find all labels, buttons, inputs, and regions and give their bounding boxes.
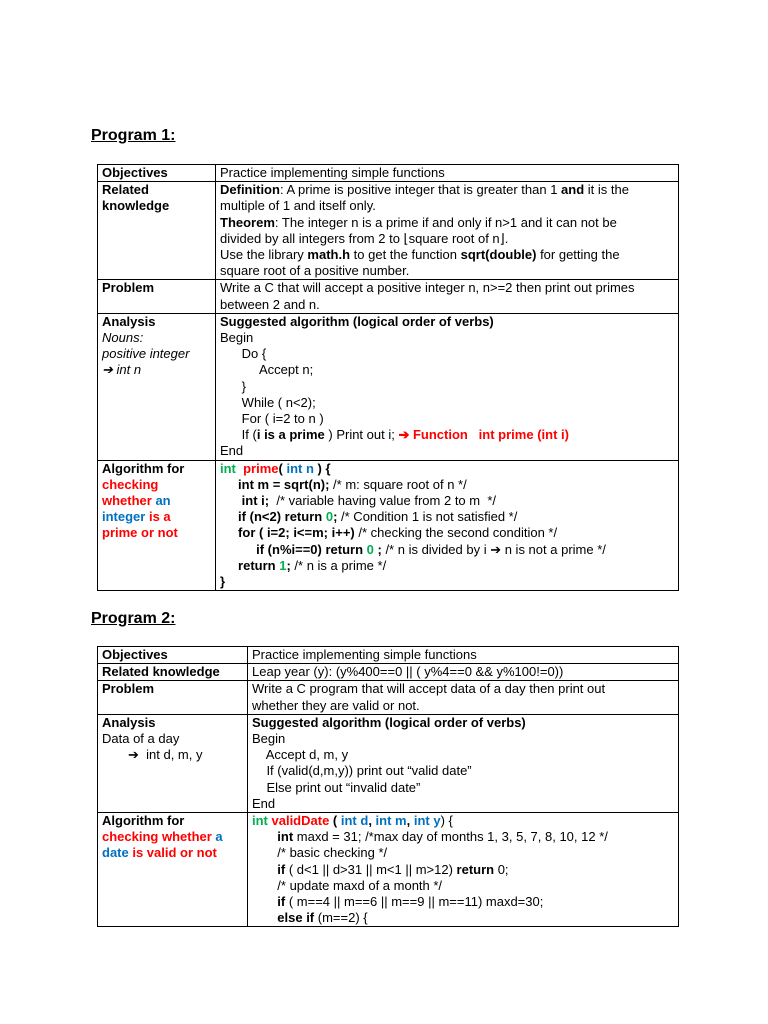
- p1-theorem-line2: divided by all integers from 2 to ⌊square root of n⌋.: [220, 230, 509, 246]
- p1-code-l6a: if (n%i==0) return: [220, 541, 367, 557]
- p1-library-a: Use the library: [220, 247, 308, 263]
- p1-code-line5: [220, 525, 674, 541]
- p2-problem-line2: whether they are valid or not.: [252, 697, 420, 713]
- p1-code-l2a: int m = sqrt(n);: [220, 476, 330, 492]
- program1-title: Program 1:: [91, 127, 176, 144]
- p1-algfor-whether: whether: [102, 493, 152, 509]
- p1-library-line2: square root of a positive number.: [220, 263, 410, 279]
- p1-algfor-checking: checking: [102, 476, 159, 492]
- p1-code-l5a: for ( i=2; i<=m; i++): [220, 525, 355, 541]
- p2-code-inty: int y: [413, 813, 441, 829]
- p1-problem-line2: between 2 and n.: [220, 296, 320, 312]
- p2-code-int: int: [252, 813, 268, 829]
- p2-algorithm-label: [98, 813, 248, 927]
- p1-code-line1: [220, 461, 674, 477]
- p1-analysis-intn-text: int n: [112, 362, 142, 378]
- p1-code-l6b: /* n is divided by i ➔ n is not a prime */: [381, 541, 606, 557]
- p1-code-end1: ) {: [313, 460, 331, 476]
- p1-alg-accept: Accept n;: [220, 362, 314, 378]
- p1-code-l5b: /* checking the second condition */: [354, 525, 558, 541]
- p1-algfor-integer-line: [102, 509, 211, 525]
- p1-algfor-whether-line: [102, 493, 211, 509]
- p1-problem-label: Problem: [98, 280, 216, 313]
- p1-objectives-label: Objectives: [98, 165, 216, 182]
- p1-algfor-label: Algorithm for: [102, 460, 185, 476]
- p2-code-l2b: maxd = 31; /*max day of months 1, 3, 5, 7, 8, 10, 12 */: [293, 829, 608, 845]
- p1-definition-line2: multiple of 1 and itself only.: [220, 198, 376, 214]
- p2-objectives-label: Objectives: [98, 647, 248, 664]
- p2-algorithm-code: [248, 813, 679, 927]
- p1-code-line6: [220, 542, 674, 558]
- p2-analysis-int: [102, 747, 243, 763]
- p2-alg-accept: Accept d, m, y: [252, 747, 349, 763]
- p2-analysis-data: Data of a day: [102, 731, 180, 747]
- p2-code-valid: validDate: [267, 813, 330, 829]
- p2-algfor-date-line: [102, 845, 243, 861]
- p2-analysis-label: [98, 714, 248, 812]
- p1-code-l3b: /* variable having value from 2 to m */: [269, 493, 496, 509]
- p2-related-value: Leap year (y): (y%400==0 || ( y%4==0 && y%100!=0)): [248, 664, 679, 681]
- p2-algfor-valid: is valid or not: [128, 845, 217, 861]
- p2-code-l2a: int: [252, 829, 294, 845]
- p2-code-l6b: ( m==4 || m==6 || m==9 || m==11) maxd=30;: [285, 894, 544, 910]
- p2-alg-else: Else print out “invalid date”: [252, 779, 421, 795]
- p1-alg-end: End: [220, 443, 244, 459]
- p1-related-label-line2: knowledge: [102, 198, 170, 214]
- p2-code-intm: int m: [375, 813, 407, 829]
- p2-analysis-int-text: int d, m, y: [138, 747, 203, 763]
- p1-code-int: int: [220, 460, 236, 476]
- p1-algorithm-label: [98, 460, 216, 591]
- p1-code-l4a: if (n<2) return: [220, 509, 326, 525]
- p1-algorithm-row: [98, 460, 679, 591]
- p1-definition-text-a: : A prime is positive integer that is greater than 1: [279, 182, 562, 198]
- p1-analysis-row: [98, 313, 679, 460]
- p1-code-l6s: ;: [373, 541, 382, 557]
- p2-code-c2: ,: [406, 813, 414, 829]
- p1-algfor-isa: is a: [145, 509, 171, 525]
- p2-code-line1: [252, 813, 674, 829]
- p2-problem-row: [98, 681, 679, 714]
- arrow-right-icon: ➔: [102, 362, 113, 378]
- p1-analysis-label: [98, 313, 216, 460]
- p1-library-b: to get the function: [350, 247, 461, 263]
- p2-code-line2: [252, 829, 674, 845]
- p1-theorem: [220, 215, 674, 231]
- p1-code-l7g: 1: [279, 557, 287, 573]
- p1-analysis-nouns: Nouns:: [102, 330, 144, 346]
- p1-algorithm-code: [216, 460, 679, 591]
- p1-library-c: for getting the: [536, 247, 620, 263]
- p2-alg-if: If (valid(d,m,y)) print out “valid date”: [252, 763, 472, 779]
- p1-alg-begin: Begin: [220, 330, 254, 346]
- p1-algfor-integer: integer: [102, 509, 146, 525]
- p1-code-l4b: /* Condition 1 is not satisfied */: [337, 509, 518, 525]
- p1-code-l6g: 0: [366, 541, 374, 557]
- program2-table: [97, 646, 679, 927]
- p2-algfor-label: Algorithm for: [102, 813, 185, 829]
- p1-code-l7s: ;: [286, 557, 291, 573]
- p2-code-l4a: if: [252, 861, 286, 877]
- p2-code-l4d: 0;: [494, 861, 509, 877]
- p2-code-line5: /* update maxd of a month */: [252, 877, 443, 893]
- p1-analysis-intn: [102, 362, 211, 378]
- p2-code-l7b: (m==2) {: [314, 910, 368, 926]
- p2-analysis-title: Analysis: [102, 714, 156, 730]
- p1-code-l2b: /* m: square root of n */: [329, 476, 467, 492]
- p2-alg-begin: Begin: [252, 731, 286, 747]
- p1-algfor-prime: prime or not: [102, 525, 178, 541]
- p1-objectives-row: [98, 165, 679, 182]
- p2-objectives-value: Practice implementing simple functions: [248, 647, 679, 664]
- p2-related-row: [98, 664, 679, 681]
- p1-related-label: [98, 182, 216, 280]
- p1-related-label-line1: Related: [102, 182, 149, 198]
- p1-code-l4s: ;: [333, 509, 338, 525]
- p2-analysis-value: [248, 714, 679, 812]
- p1-definition-and: and: [561, 182, 585, 198]
- p2-algorithm-row: [98, 813, 679, 927]
- p2-problem-value: [248, 681, 679, 714]
- p2-algfor-checking-line: [102, 829, 243, 845]
- p2-algfor-checking: checking whether: [102, 829, 212, 845]
- p1-code-intn: int n: [286, 460, 314, 476]
- p1-alg-if-bold: i is a prime: [256, 427, 325, 443]
- p2-code-intd: int d: [340, 813, 369, 829]
- p2-code-l4b: ( d<1 || d>31 || m<1 || m>12): [285, 861, 457, 877]
- p1-suggested: Suggested algorithm (logical order of verbs): [220, 313, 494, 329]
- p2-problem-label: Problem: [98, 681, 248, 714]
- p1-alg-do: Do {: [220, 346, 267, 362]
- p1-analysis-title: Analysis: [102, 313, 156, 329]
- p2-code-line7: [252, 910, 674, 926]
- p1-problem-value: [216, 280, 679, 313]
- p2-analysis-row: [98, 714, 679, 812]
- p1-definition-label: Definition: [220, 182, 280, 198]
- p1-algfor-an: an: [151, 493, 171, 509]
- p1-code-line7: [220, 558, 674, 574]
- p1-alg-while: While ( n<2);: [220, 394, 316, 410]
- arrow-right-icon: ➔: [128, 747, 139, 763]
- p1-analysis-positive: positive integer: [102, 346, 190, 362]
- p1-code-line4: [220, 509, 674, 525]
- p1-theorem-label: Theorem: [220, 214, 275, 230]
- p1-alg-for: For ( i=2 to n ): [220, 411, 324, 427]
- p1-alg-close: }: [220, 378, 247, 394]
- p1-related-row: [98, 182, 679, 280]
- p1-related-value: [216, 182, 679, 280]
- p2-problem-line1: Write a C program that will accept data of a day then print out: [252, 681, 606, 697]
- program2-title: Program 2:: [91, 610, 176, 627]
- p1-code-line2: [220, 477, 674, 493]
- p1-code-paren: (: [278, 460, 287, 476]
- p2-code-l4c: return: [456, 861, 495, 877]
- p1-code-line3: [220, 493, 674, 509]
- p1-code-l3a: int i;: [220, 493, 270, 509]
- p1-code-l7b: /* n is a prime */: [290, 557, 387, 573]
- p2-code-l6a: if: [252, 894, 286, 910]
- p1-library-math: math.h: [307, 247, 351, 263]
- p1-code-prime: prime: [235, 460, 279, 476]
- p1-code-l4g: 0: [325, 509, 334, 525]
- p2-code-c1: ,: [368, 813, 376, 829]
- p2-code-l7a: else if: [252, 910, 315, 926]
- p2-alg-end: End: [252, 795, 276, 811]
- p2-related-label: Related knowledge: [98, 664, 248, 681]
- p1-problem-line1: Write a C that will accept a positive integer n, n>=2 then print out primes: [220, 280, 635, 296]
- p1-definition-text-b: it is the: [584, 182, 629, 198]
- program1-table: [97, 164, 679, 591]
- p1-library: [220, 247, 674, 263]
- p1-alg-if-b: ) Print out i;: [324, 427, 399, 443]
- p1-objectives-value: Practice implementing simple functions: [216, 165, 679, 182]
- p1-code-line8: }: [220, 574, 226, 590]
- p2-algfor-date: date: [102, 845, 129, 861]
- p2-code-line6: [252, 894, 674, 910]
- p1-theorem-text: : The integer n is a prime if and only if n>1 and it can not be: [274, 214, 617, 230]
- p2-code-paren: (: [329, 813, 341, 829]
- p1-library-sqrt: sqrt(double): [460, 247, 537, 263]
- p1-analysis-value: [216, 313, 679, 460]
- p1-code-l7a: return: [220, 557, 280, 573]
- p2-algfor-a: a: [211, 829, 223, 845]
- p2-code-end1: ) {: [440, 813, 453, 829]
- p2-suggested: Suggested algorithm (logical order of verbs): [252, 714, 526, 730]
- p1-alg-if: [220, 427, 674, 443]
- p1-alg-if-function: ➔ Function int prime (int i): [398, 427, 569, 443]
- p1-alg-if-a: If (: [220, 427, 257, 443]
- p1-definition: [220, 182, 674, 198]
- p2-objectives-row: [98, 647, 679, 664]
- p1-problem-row: [98, 280, 679, 313]
- p2-code-line4: [252, 862, 674, 878]
- p2-code-line3: /* basic checking */: [252, 845, 388, 861]
